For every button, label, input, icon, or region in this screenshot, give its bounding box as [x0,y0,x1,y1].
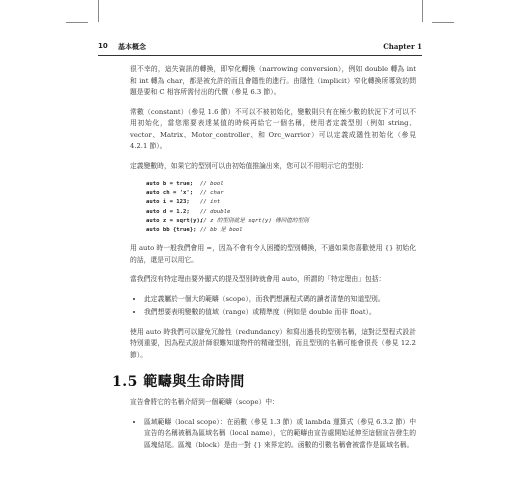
code-statement: auto i = 123; [146,199,190,206]
paragraph: 很不幸的，這失資訊的轉換，即窄化轉換（narrowing conversion），例如 double 轉為 int 和 int 轉為 char，都是被允許的而且會隱性的進行。由隱性（implicit）窄化轉換所導致的問題是要和 C 相容所需付出的代價（參見 6.3 節）。 [130,65,416,96]
code-statement: auto z = sqrt(y); [146,217,204,224]
crop-mark [66,22,88,23]
paragraph: 常數（constant）（參見 1.6 節）不可以不被初始化，變數則只有在極少數的狀況下才可以不用初始化，當您需要表達某值的時候再給它一個名稱，使用者定義型別（例如 string、vector、Matrix、Motor_controller、和 Orc_warrior）可以定義成隱性初始化（參見 4.2.1 節）。 [130,107,416,150]
code-line [146,208,416,217]
code-line [146,226,416,235]
crop-mark [422,0,423,22]
chapter-title: 基本概念 [118,42,146,51]
code-comment: // bool [200,181,224,187]
header-rule [98,55,422,56]
section-heading [112,371,416,391]
bullet-list [130,294,416,319]
code-statement: auto ch = 'x'; [146,190,194,197]
crop-mark [98,0,99,22]
paragraph: 使用 auto 時我們可以避免冗餘性（redundancy）和寫出過長的型別名稱，這對泛型程式設計特別重要，因為程式設計師很難知道物件的精確型別，而且型別的名稱可能會很長（參見 12.2 節）。 [130,327,416,359]
crop-mark [432,22,454,23]
paragraph: 定義變數時，如果它的型別可以由初始值推論出來，您可以不用明示它的型別： [130,161,368,170]
section-title: 範疇與生命時間 [143,374,245,391]
code-comment: // int [200,199,221,206]
list-item: • 區域範疇（local scope）：在函數（參見 1.3 節）或 lambda 運算式（參見 6.3.2 節）中宣告的名稱被稱為區域名稱（local name），它的範疇由宣告處開始延伸至這個宣告發生的區塊結尾。區塊（block）是由一對 {} 來界定的。函數的引數名稱會被當作是區域名稱。 [144,417,416,452]
code-block [146,180,416,235]
code-comment: // z 的型別就是 sqrt(y) 傳回值的型別 [200,217,309,224]
code-comment: // bb 是 bool [200,227,243,234]
paragraph: 宣告會將它的名稱介紹到一個範疇（scope）中： [130,398,279,407]
chapter-label: Chapter 1 [383,42,422,51]
code-line [146,180,416,189]
code-statement: auto b = true; [146,181,194,187]
code-comment: // char [200,190,224,197]
code-statement: auto bb {true}; [146,227,197,234]
bullet-list [130,417,416,452]
code-comment: // double [200,208,231,215]
code-statement: auto d = 1.2; [146,208,190,215]
page-body [112,64,416,459]
code-line [146,198,416,207]
code-line [146,189,416,198]
code-line [146,217,416,226]
list-item: • 我們想要表明變數的值域（range）或精準度（例如是 double 而非 float）。 [144,307,416,319]
page-number: 10 [98,42,108,50]
paragraph: 用 auto 時一般我們會用 =，因為不會有令人困擾的型別轉換，不過如果您喜歡使用 {} 初始化的話，還是可以用它。 [130,244,416,264]
paragraph: 當我們沒有特定理由要外顯式的提及型別時就會用 auto，所謂的「特定理由」包括： [130,275,386,284]
section-number: 1.5 [112,374,138,391]
page-header [98,42,422,56]
list-item: • 此定義屬於一個大的範疇（scope），而我們想讓程式碼的讀者清楚的知道型別。 [144,294,416,306]
